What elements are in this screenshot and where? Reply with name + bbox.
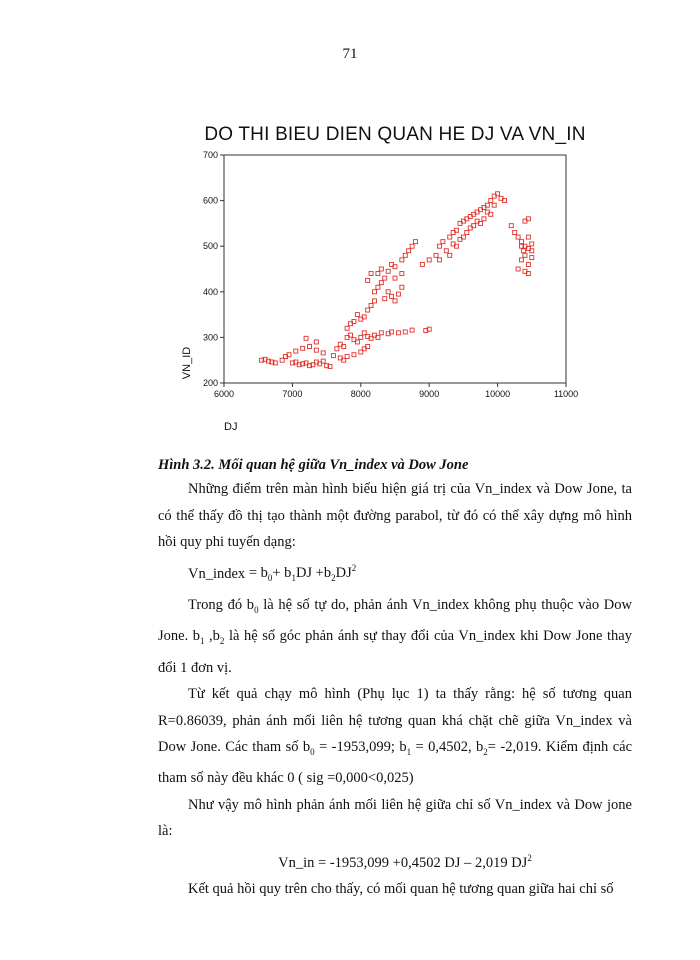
data-point <box>516 267 520 271</box>
data-point <box>448 235 452 239</box>
data-point <box>407 249 411 253</box>
data-point <box>301 346 305 350</box>
data-point <box>530 242 534 246</box>
data-point <box>437 244 441 248</box>
data-point <box>369 272 373 276</box>
data-point <box>393 299 397 303</box>
paragraph-5: Kết quả hồi quy trên cho thấy, có mối quan hệ tương quan giữa hai chỉ số <box>188 881 614 898</box>
y-tick-label: 400 <box>202 286 218 297</box>
data-point <box>403 330 407 334</box>
formula-1-lhs: Vn_index <box>188 565 246 582</box>
data-point <box>414 240 418 244</box>
y-tick-label: 300 <box>202 332 218 343</box>
data-point <box>383 276 387 280</box>
page-number: 71 <box>342 46 358 62</box>
data-point <box>335 347 339 351</box>
chart-title: DO THI BIEU DIEN QUAN HE DJ VA VN_IN <box>204 124 586 145</box>
data-point <box>520 240 524 244</box>
formula-1-rhs: = $b_0+ b_1DJ +b_2DJ^2$ <box>248 563 357 584</box>
paragraph-1: Những điểm trên màn hình biểu hiện giá trị của Vn_index và Dow Jone, ta có thể thấy đồ thị tạo thành một đường parabol, từ đó có thể xây dựng mô hình hồi quy phi tuyến dạng: <box>158 481 632 550</box>
data-point <box>390 294 394 298</box>
data-point <box>379 331 383 335</box>
data-point <box>372 290 376 294</box>
y-tick-label: 600 <box>202 195 218 206</box>
x-tick-label: 10000 <box>485 389 511 399</box>
y-tick-label: 700 <box>202 150 218 160</box>
data-point <box>352 353 356 357</box>
data-point <box>376 285 380 289</box>
data-point <box>396 292 400 296</box>
x-tick-label: 8000 <box>350 389 371 399</box>
data-point <box>366 308 370 312</box>
data-point <box>396 331 400 335</box>
data-point <box>526 235 530 239</box>
data-point <box>366 278 370 282</box>
data-point <box>393 276 397 280</box>
data-point <box>314 340 318 344</box>
data-point <box>420 262 424 266</box>
data-point <box>516 235 520 239</box>
data-point <box>386 269 390 273</box>
data-point <box>308 345 312 349</box>
x-axis-label: DJ <box>224 421 238 433</box>
formula-1 <box>158 556 632 592</box>
formula-2-rhs: = -1953,099 +0,4502 DJ – 2,019 $DJ^2$ <box>318 852 532 871</box>
data-point <box>492 203 496 207</box>
data-point <box>520 258 524 262</box>
y-tick-label: 500 <box>202 241 218 252</box>
data-point <box>400 285 404 289</box>
data-point <box>386 290 390 294</box>
data-point <box>444 249 448 253</box>
data-point <box>427 258 431 262</box>
data-point <box>400 272 404 276</box>
data-point <box>522 249 526 253</box>
data-point <box>410 328 414 332</box>
data-point <box>489 199 493 203</box>
data-point <box>482 217 486 221</box>
scatter-chart <box>170 145 590 435</box>
figure-caption: Hình 3.2. Mối quan hệ giữa Vn_index và Dow Jone <box>158 457 469 473</box>
x-tick-label: 9000 <box>419 389 440 399</box>
data-point <box>437 258 441 262</box>
x-tick-label: 7000 <box>282 389 303 399</box>
data-point <box>369 303 373 307</box>
data-point <box>355 313 359 317</box>
paragraph-2: Trong đó $b_0$ là hệ số tự do, phản ánh Vn_index không phụ thuộc vào Dow Jone. $b_1$ $,b_2$ là hệ số góc phản ánh sự thay đổi của Vn_index khi Dow Jone thay đổi 1 đơn vị. <box>158 596 632 676</box>
paragraph-4: Như vậy mô hình phản ánh mối liên hệ giữa chỉ số Vn_index và Dow jone là: <box>158 796 632 840</box>
x-tick-label: 11000 <box>553 389 579 399</box>
data-point <box>383 297 387 301</box>
formula-2 <box>158 845 632 876</box>
paragraph-3: Từ kết quả chạy mô hình (Phụ lục 1) ta thấy rằng: hệ số tương quan R=0.86039, phản ánh mối liên hệ tương quan khá chặt chẽ giữa Vn_index và Dow Jone. Các tham số $b_0 = -1953,099$; $b_1 = 0,4502$, $b_2= -2,019$. Kiểm định các tham số này đều khác 0 ( sig =0,000<0,025) <box>158 686 633 787</box>
data-point <box>400 258 404 262</box>
formula-2-lhs: Vn_in <box>278 854 315 871</box>
data-point <box>379 267 383 271</box>
data-point <box>530 256 534 260</box>
y-axis-label: VN_ID <box>181 346 193 380</box>
data-point <box>294 349 298 353</box>
x-tick-label: 6000 <box>213 389 235 399</box>
data-point <box>314 348 318 352</box>
data-point <box>304 336 308 340</box>
y-tick-label: 200 <box>202 378 218 388</box>
data-point <box>359 335 363 339</box>
data-point <box>410 244 414 248</box>
data-point <box>372 299 376 303</box>
data-point <box>331 354 335 358</box>
data-point <box>465 231 469 235</box>
data-point <box>321 351 325 355</box>
chart-points <box>260 192 534 369</box>
data-point <box>526 262 530 266</box>
data-point <box>345 326 349 330</box>
data-point <box>403 253 407 257</box>
data-point <box>448 253 452 257</box>
data-point <box>376 272 380 276</box>
data-point <box>441 240 445 244</box>
data-point <box>523 253 527 257</box>
data-point <box>379 281 383 285</box>
data-point <box>509 224 513 228</box>
data-point <box>434 253 438 257</box>
body-text <box>158 476 632 903</box>
data-point <box>513 231 517 235</box>
